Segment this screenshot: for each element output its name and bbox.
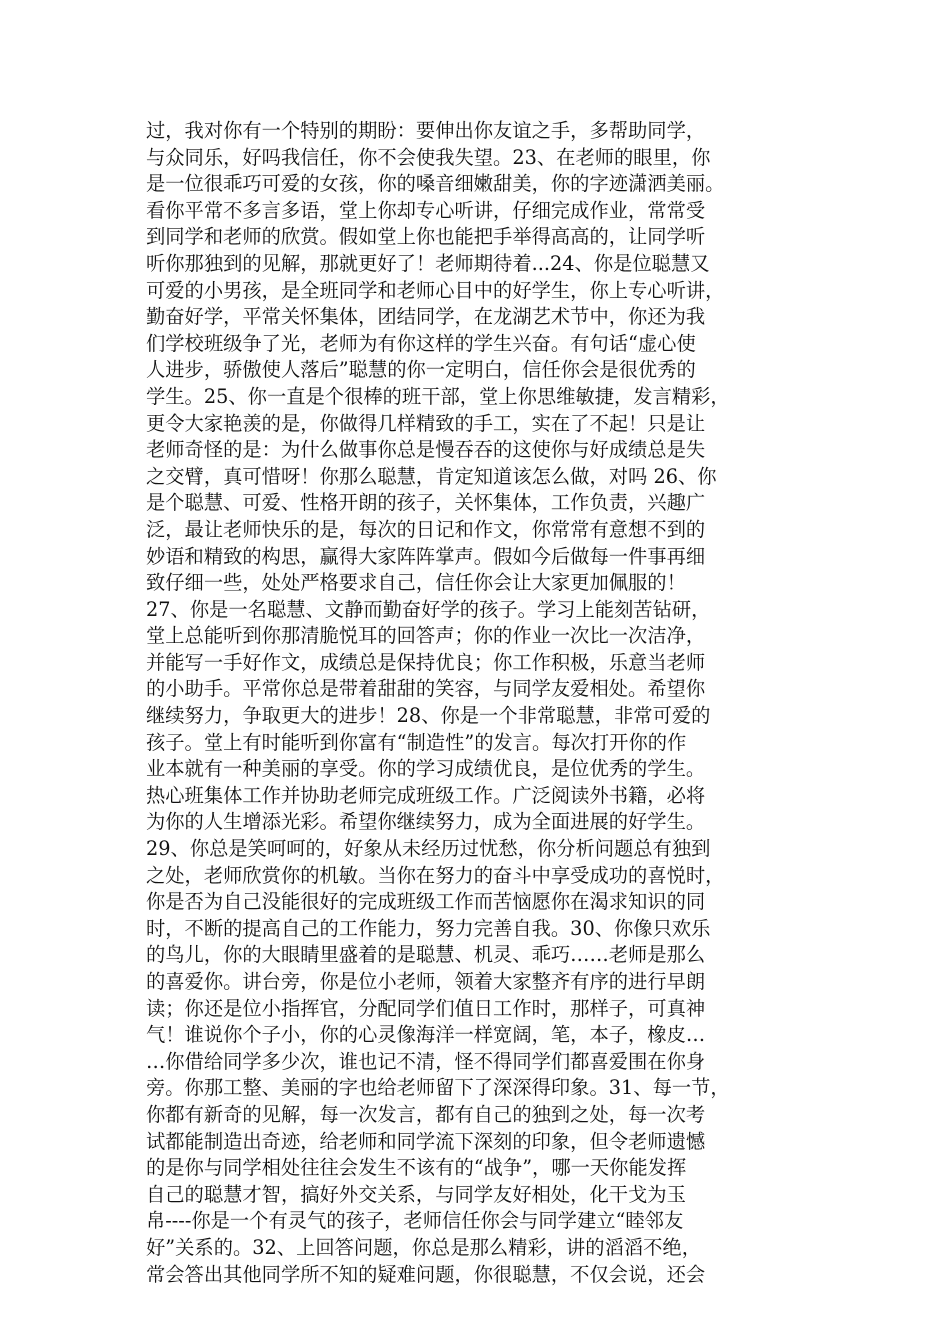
text-line: 看你平常不多言多语，堂上你却专心听讲，仔细完成作业，常常受 <box>146 198 706 222</box>
text-line: 妙语和精致的构思，赢得大家阵阵掌声。假如今后做每一件事再细 <box>146 544 706 568</box>
text-line: 的鸟儿，你的大眼睛里盛着的是聪慧、机灵、乖巧……老师是那么 <box>146 943 706 967</box>
text-line: 孩子。堂上有时能听到你富有“制造性”的发言。每次打开你的作 <box>146 730 687 754</box>
text-line: 之交臂，真可惜呀！你那么聪慧，肯定知道该怎么做，对吗 26、你 <box>146 464 717 488</box>
text-line: 旁。你那工整、美丽的字也给老师留下了深深得印象。31、每一节， <box>146 1076 730 1100</box>
text-line: 人进步，骄傲使人落后”聪慧的你一定明白，信任你会是很优秀的 <box>146 358 696 382</box>
text-line: 过，我对你有一个特别的期盼：要伸出你友谊之手，多帮助同学， <box>146 119 706 142</box>
text-line: 老师奇怪的是：为什么做事你总是慢吞吞的这使你与好成绩总是失 <box>146 438 706 462</box>
text-line: 到同学和老师的欣赏。假如堂上你也能把手举得高高的，让同学听 <box>146 225 706 249</box>
text-line: 听你那独到的见解，那就更好了！老师期待着...24、你是位聪慧又 <box>146 251 710 275</box>
text-line: 的小助手。平常你总是带着甜甜的笑容，与同学友爱相处。希望你 <box>146 677 706 701</box>
text-line: 你是否为自己没能很好的完成班级工作而苦恼愿你在渴求知识的同 <box>146 890 706 914</box>
text-line: 学生。25、你一直是个很棒的班干部，堂上你思维敏捷，发言精彩， <box>146 384 730 408</box>
text-line: 们学校班级争了光，老师为有你这样的学生兴奋。有句话“虚心使 <box>146 331 696 355</box>
text-line: 读；你还是位小指挥官，分配同学们值日工作时，那样子，可真神 <box>146 996 706 1020</box>
body-text <box>146 118 826 1288</box>
text-line: 泛，最让老师快乐的是，每次的日记和作文，你常常有意想不到的 <box>146 517 706 541</box>
text-line: 可爱的小男孩，是全班同学和老师心目中的好学生，你上专心听讲， <box>146 278 725 302</box>
text-line: 气！谁说你个子小，你的心灵像海洋一样宽阔，笔，本子，橡皮… <box>146 1023 706 1047</box>
text-line: 并能写一手好作文，成绩总是保持优良；你工作积极，乐意当老师 <box>146 650 706 674</box>
text-line: 业本就有一种美丽的享受。你的学习成绩优良，是位优秀的学生。 <box>146 757 706 781</box>
text-line: 继续努力，争取更大的进步！28、你是一个非常聪慧，非常可爱的 <box>146 704 711 728</box>
text-line: 27、你是一名聪慧、文静而勤奋好学的孩子。学习上能刻苦钻研， <box>146 597 711 621</box>
text-line: 29、你总是笑呵呵的，好象从未经历过忧愁，你分析问题总有独到 <box>146 837 711 861</box>
text-line: 的喜爱你。讲台旁，你是位小老师，领着大家整齐有序的进行早朗 <box>146 970 706 993</box>
text-line: 堂上总能听到你那清脆悦耳的回答声；你的作业一次比一次洁净， <box>146 624 706 648</box>
text-line: 之处，老师欣赏你的机敏。当你在努力的奋斗中享受成功的喜悦时， <box>146 863 725 887</box>
text-line: 常会答出其他同学所不知的疑难问题，你很聪慧，不仅会说，还会 <box>146 1262 706 1286</box>
text-line: 的是你与同学相处往往会发生不该有的“战争”，哪一天你能发挥 <box>146 1156 687 1180</box>
text-line: …你借给同学多少次，谁也记不清，怪不得同学们都喜爱围在你身 <box>146 1049 706 1073</box>
text-line: 勤奋好学，平常关怀集体，团结同学，在龙湖艺术节中，你还为我 <box>146 305 706 329</box>
text-line: 帛----你是一个有灵气的孩子，老师信任你会与同学建立“睦邻友 <box>146 1209 684 1233</box>
text-line: 热心班集体工作并协助老师完成班级工作。广泛阅读外书籍，必将 <box>146 783 706 807</box>
text-line: 为你的人生增添光彩。希望你继续努力，成为全面进展的好学生。 <box>146 810 706 834</box>
text-line: 你都有新奇的见解，每一次发言，都有自己的独到之处，每一次考 <box>146 1102 706 1126</box>
text-line: 试都能制造出奇迹，给老师和同学流下深刻的印象，但令老师遗憾 <box>146 1129 706 1153</box>
text-line: 自己的聪慧才智，搞好外交关系，与同学友好相处，化干戈为玉 <box>146 1182 686 1206</box>
text-line: 致仔细一些，处处严格要求自己，信任你会让大家更加佩服的！ <box>146 571 686 595</box>
text-line: 与众同乐，好吗我信任，你不会使我失望。23、在老师的眼里，你 <box>146 145 711 169</box>
text-line: 好”关系的。32、上回答问题，你总是那么精彩，讲的滔滔不绝， <box>146 1235 701 1259</box>
text-line: 是一位很乖巧可爱的女孩，你的嗓音细嫩甜美，你的字迹潇洒美丽。 <box>146 172 725 196</box>
text-line: 是个聪慧、可爱、性格开朗的孩子，关怀集体，工作负责，兴趣广 <box>146 491 706 515</box>
text-line: 更令大家艳羡的是，你做得几样精致的手工，实在了不起！只是让 <box>146 411 706 435</box>
text-line: 时，不断的提高自己的工作能力，努力完善自我。30、你像只欢乐 <box>146 916 711 940</box>
